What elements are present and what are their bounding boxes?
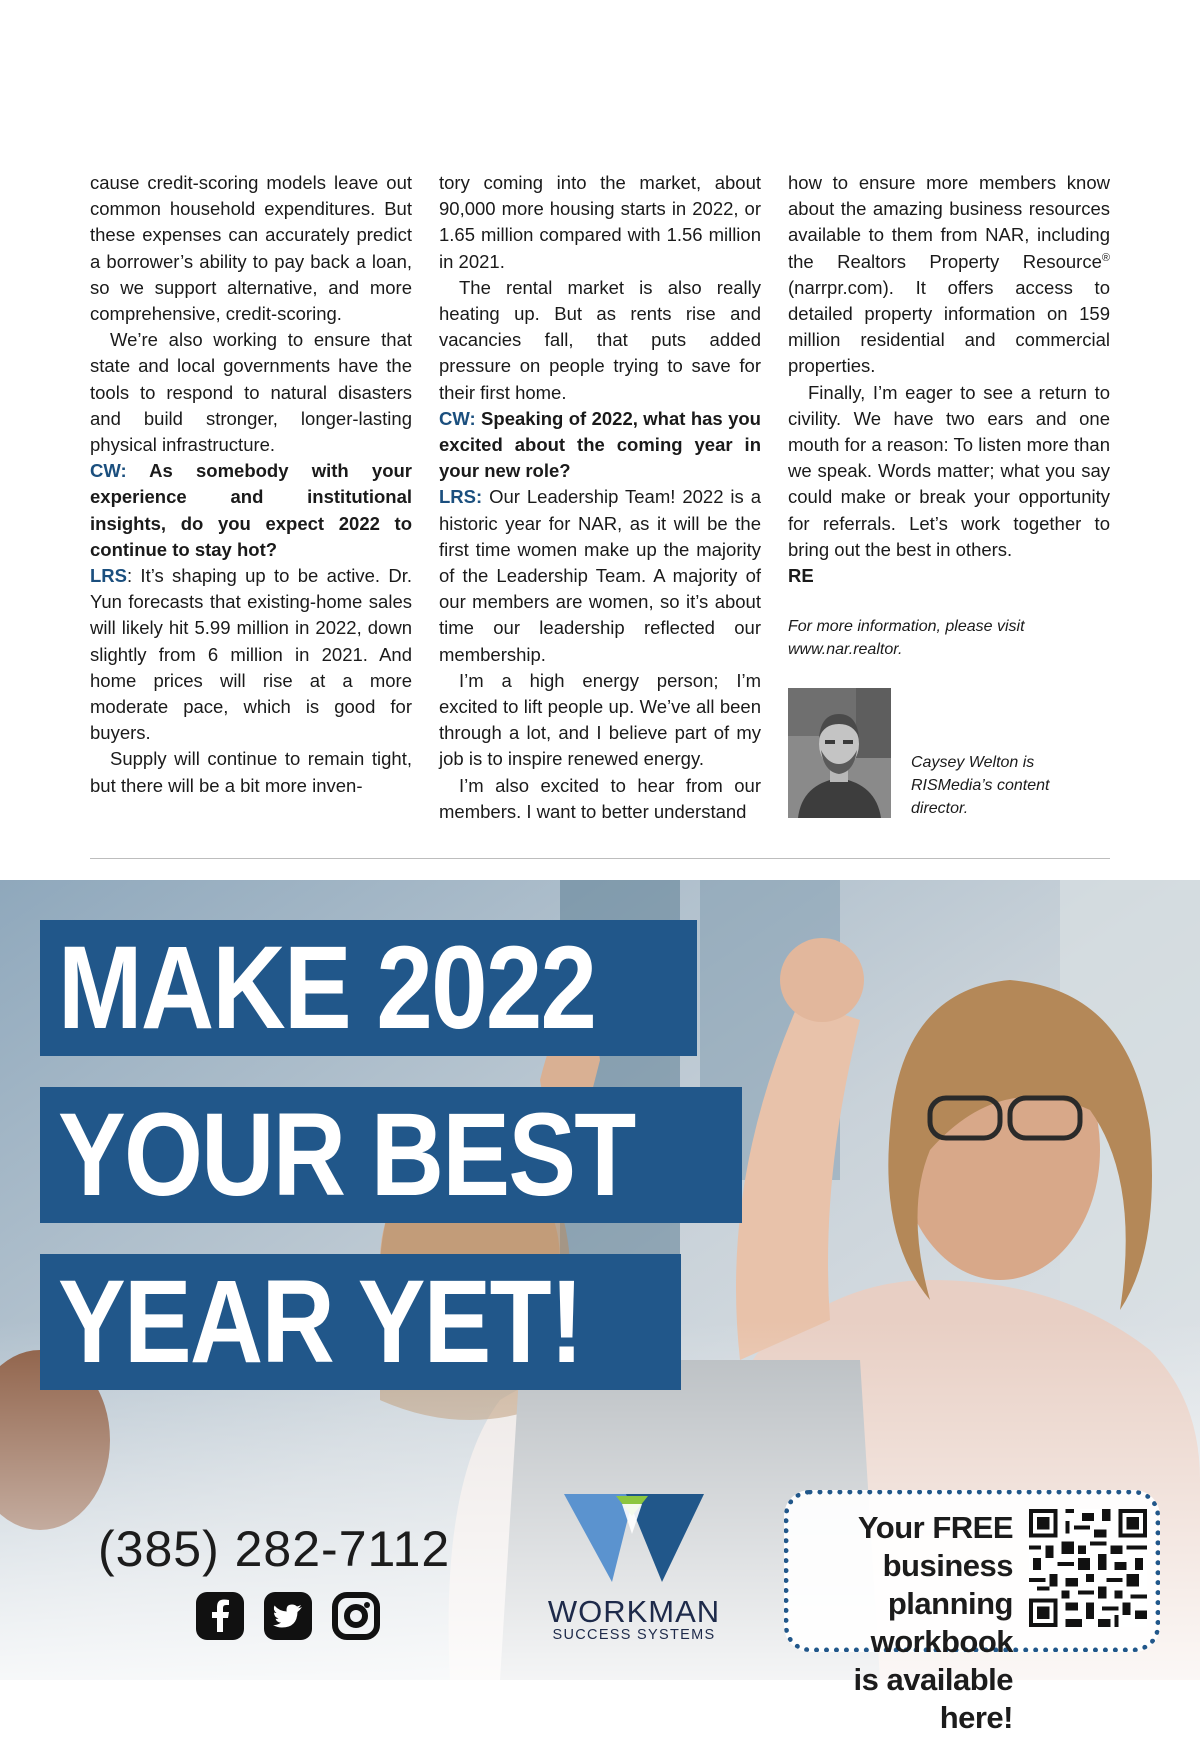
workbook-promo[interactable] [784, 1490, 1160, 1735]
twitter-icon[interactable] [264, 1592, 312, 1640]
instagram-icon[interactable] [332, 1592, 380, 1640]
interview-question [90, 458, 412, 563]
registered-mark: ® [1101, 251, 1110, 264]
interview-question [439, 406, 761, 485]
author-caption: Caysey Welton is RISMedia’s content director. [911, 754, 1050, 817]
headline-line-3 [40, 1254, 681, 1390]
author-photo [788, 688, 891, 818]
paragraph: I’m a high energy person; I’m excited to lift people up. We’ve all been through a lot, and I believe part of my job is to inspire renewed energy. [439, 669, 761, 770]
answer-text: Our Leadership Team! 2022 is a historic year for NAR, as it will be the first time women make up the majority of the Leadership Team. A majority of our members are women, so it’s about time our leadership reflected our membership. [439, 486, 761, 665]
social-icons [196, 1592, 386, 1644]
paragraph: cause credit-scoring models leave out common household expenditures. But these expenses can accurately predict a borrower’s ability to pay back a loan, so we support alternative, and more comprehensive, credit-scoring. [90, 172, 412, 325]
more-info-text: For more information, please visit [788, 618, 1025, 636]
promo-line: Your FREE business [857, 1510, 1013, 1583]
paragraph: tory coming into the market, about 90,000 more housing starts in 2022, or 1.65 million compared with 1.56 million in 2021. [439, 172, 761, 272]
interview-answer [90, 563, 412, 746]
workman-logo [524, 1494, 744, 1654]
paragraph [788, 170, 1110, 380]
more-info-link[interactable]: www.nar.realtor. [788, 641, 903, 659]
more-info [788, 615, 1110, 661]
headline-text: MAKE 2022 [58, 922, 596, 1054]
headline-line-1 [40, 920, 697, 1056]
facebook-icon[interactable] [196, 1592, 244, 1640]
answer-tag: LRS: [439, 486, 483, 508]
interview-answer [439, 484, 761, 667]
paragraph: Supply will continue to remain tight, but there will be a bit more inven- [90, 748, 412, 796]
question-text: Speaking of 2022, what has you excited about the coming year in your new role? [439, 407, 761, 482]
paragraph: I’m also excited to hear from our members. I want to better understand [439, 774, 761, 822]
end-mark: RE [788, 565, 814, 587]
section-divider [90, 858, 1110, 859]
answer-text: : It’s shaping up to be active. Dr. Yun forecasts that existing-home sales will likely hit 5.99 million in 2022, down slightly from 6 million in 2021. And home prices will rise at a more moderate pace, which is good for buyers. [90, 565, 412, 744]
paragraph: The rental market is also really heating up. But as rents rise and vacancies fall, that puts added pressure on people trying to save for their first home. [439, 276, 761, 403]
headline-line-2 [40, 1087, 742, 1223]
question-tag: CW: [90, 460, 127, 482]
headline-text: YEAR YET! [58, 1256, 582, 1388]
advertisement [0, 880, 1200, 1735]
paragraph: We’re also working to ensure that state and local governments have the tools to respond to natural disasters and build stronger, longer-lasting physical infrastructure. [90, 329, 412, 456]
phone-number[interactable]: (385) 282-7112 [98, 1521, 451, 1577]
article-column-2 [439, 170, 761, 825]
author-box [788, 688, 1110, 828]
article [90, 170, 1110, 830]
paragraph-text: how to ensure more members know about the amazing business resources available to them from NAR, including the Realtors Property Resource [788, 172, 1110, 272]
logo-subtitle: SUCCESS SYSTEMS [552, 1627, 716, 1643]
article-column-1 [90, 170, 412, 799]
logo-name: WORKMAN [547, 1594, 721, 1629]
promo-text [799, 1509, 1013, 1737]
promo-line: planning workbook [870, 1586, 1013, 1659]
qr-code-icon[interactable] [1029, 1509, 1147, 1627]
paragraph-text: (narrpr.com). It offers access to detailed property information on 159 million residential and commercial properties. [788, 276, 1110, 377]
article-column-3 [788, 170, 1110, 661]
question-tag: CW: [439, 407, 476, 429]
paragraph: Finally, I’m eager to see a return to civility. We have two ears and one mouth for a reason: To listen more than we speak. Words matter; what you say could make or break your opportunity for referrals. Let’s work together to bring out the best in others. [788, 381, 1110, 560]
answer-tag: LRS [90, 565, 127, 587]
promo-line: is available here! [853, 1662, 1013, 1735]
logo-mark-icon [564, 1494, 704, 1584]
question-text: As somebody with your experience and institutional insights, do you expect 2022 to continue to stay hot? [90, 460, 412, 560]
headline-text: YOUR BEST [58, 1089, 635, 1221]
